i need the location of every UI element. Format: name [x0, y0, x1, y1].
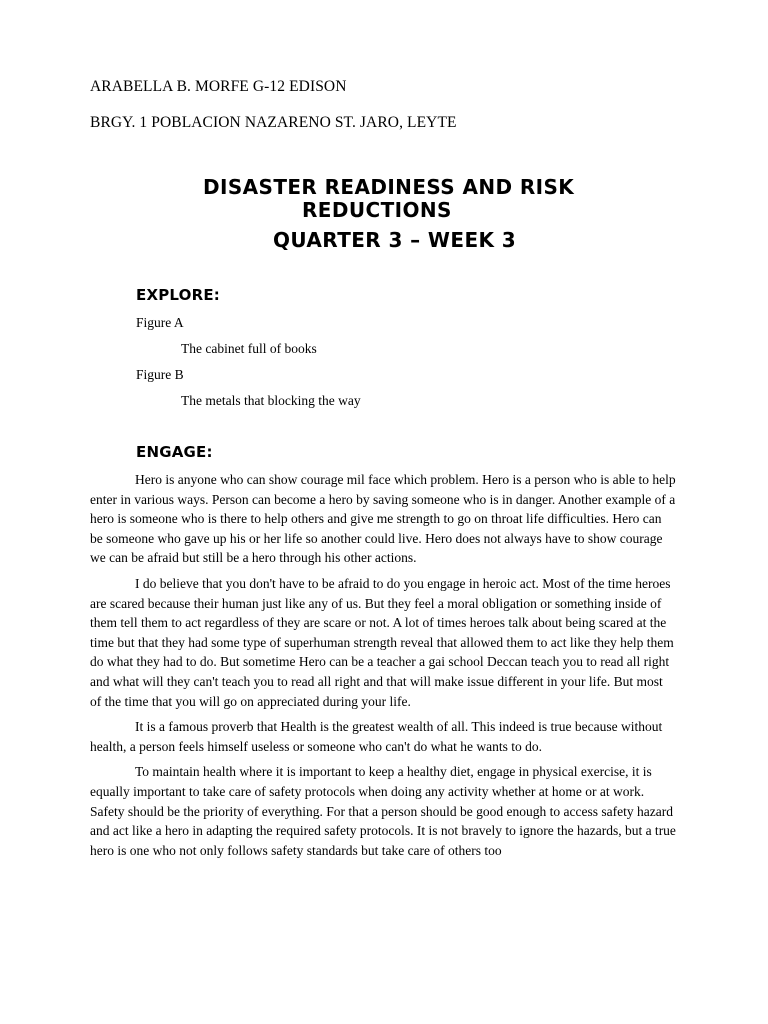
- title-line-2: REDUCTIONS: [302, 198, 452, 222]
- title-line-3: QUARTER 3 – WEEK 3: [273, 228, 517, 252]
- address-line: BRGY. 1 POBLACION NAZARENO ST. JARO, LEYTE: [90, 114, 457, 131]
- figure-b-caption: The metals that blocking the way: [181, 393, 361, 408]
- student-name-line: ARABELLA B. MORFE G-12 EDISON: [90, 78, 347, 95]
- explore-heading: EXPLORE:: [136, 286, 220, 304]
- engage-body: [90, 470, 676, 860]
- figure-a-label: Figure A: [136, 315, 184, 330]
- title-line-1: DISASTER READINESS AND RISK: [203, 175, 575, 199]
- engage-paragraph-2: I do believe that you don't have to be afraid to do you engage in heroic act. Most of the time heroes are scared because their human just like any of us. But they feel a moral obligation or something inside of them tell them to act regardless of they are scare or not. A lot of times heroes talk about being scared at the time but that they had some type of superhuman strength reveal that allowed them to act like they help them do what they had to do. But sometime Hero can be a teacher a gai school Deccan teach you to read all right and what will they can't teach you to read all right and that will make issue different in your life. But most of the time that you will go on appreciated during your life.: [90, 575, 674, 709]
- figure-a-caption: The cabinet full of books: [181, 341, 317, 356]
- engage-heading: ENGAGE:: [136, 443, 213, 461]
- figure-b-label: Figure B: [136, 367, 184, 382]
- engage-paragraph-3: It is a famous proverb that Health is the greatest wealth of all. This indeed is true because without health, a person feels himself useless or someone who can't do what he wants to do.: [90, 719, 663, 754]
- engage-paragraph-1: Hero is anyone who can show courage mil face which problem. Hero is a person who is able to help enter in various ways. Person can become a hero by saving someone who is in danger. Another example of a hero is someone who is there to help others and give me strength to go on throat life difficulties. Hero can be someone who gave up his or her life so another could live. Hero does not always have to show courage we can be afraid but still be a hero through his other actions.: [90, 472, 676, 566]
- engage-paragraph-4: To maintain health where it is important to keep a healthy diet, engage in physical exercise, it is equally important to take care of safety protocols when doing any activity whether at home or at work. Safety should be the priority of everything. For that a person should be good enough to access safety hazard and act like a hero in adapting the required safety protocols. It is not bravely to ignore the hazards, but a true hero is one who not only follows safety standards but take care of others too: [90, 764, 676, 858]
